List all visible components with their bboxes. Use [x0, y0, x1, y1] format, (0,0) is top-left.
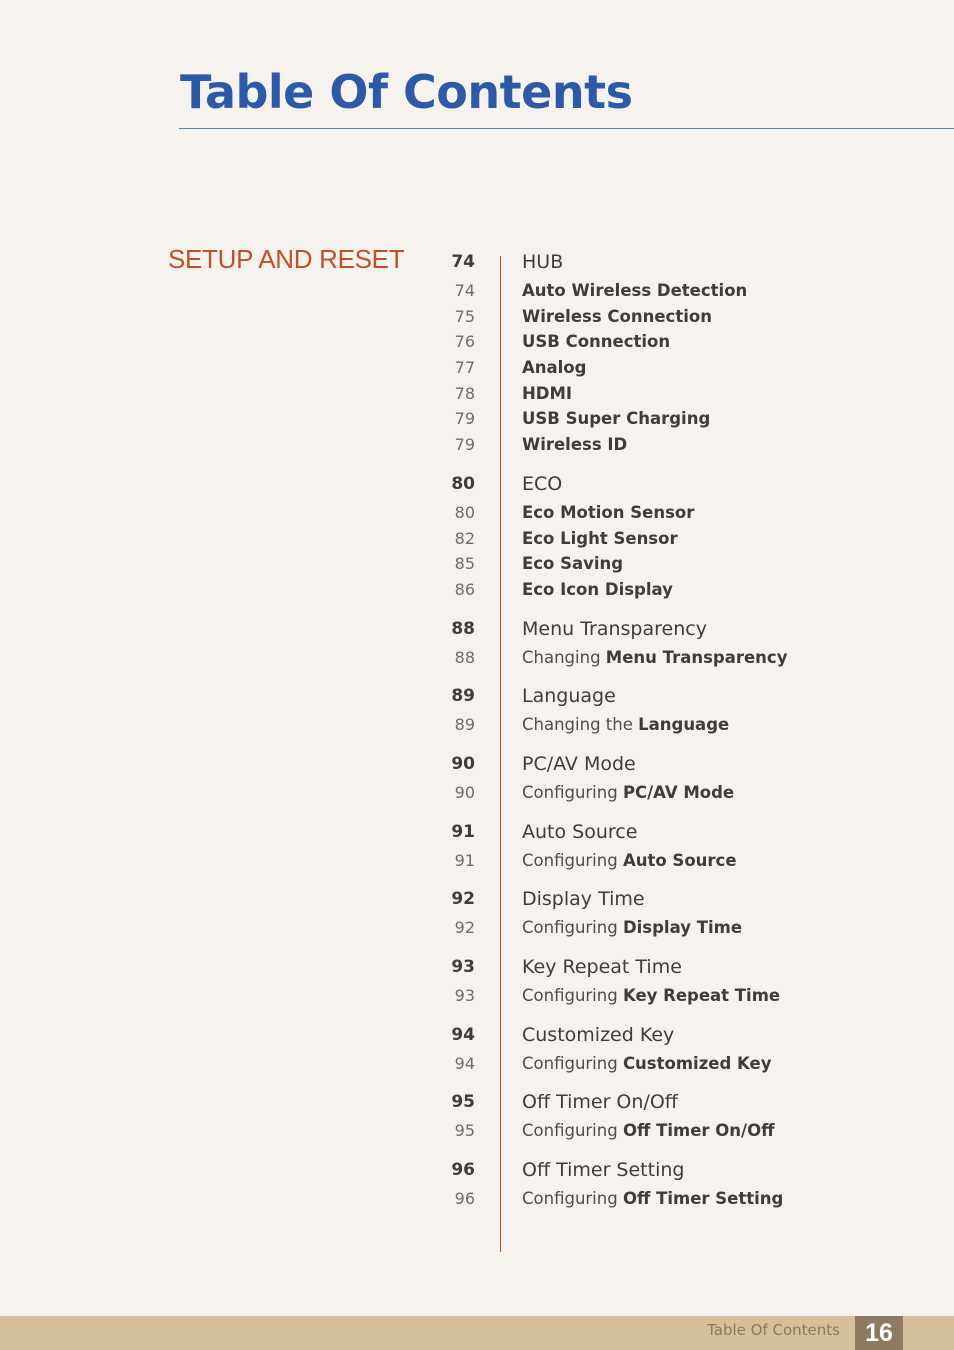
toc-entry-page: 76 [454, 332, 475, 352]
toc-entry-row[interactable] [440, 406, 900, 432]
toc-heading-row[interactable] [440, 472, 900, 500]
toc-entry-page: 89 [454, 715, 475, 735]
toc-heading-page: 96 [451, 1160, 475, 1181]
toc-heading-link[interactable]: HUB [522, 251, 564, 273]
toc-entry-link[interactable] [522, 500, 694, 525]
toc-entry-link[interactable] [522, 526, 678, 551]
toc-heading-link[interactable]: Customized Key [522, 1023, 675, 1046]
toc-heading-page: 94 [451, 1024, 475, 1045]
toc-entry-page: 96 [454, 1189, 475, 1209]
toc-group-gap [440, 806, 900, 820]
toc-heading-row[interactable] [440, 752, 900, 780]
toc-heading-row[interactable] [440, 1158, 900, 1186]
toc-heading-row[interactable] [440, 820, 900, 848]
toc-entry-link[interactable] [522, 1118, 774, 1143]
toc-heading-link[interactable]: Auto Source [522, 820, 638, 843]
toc-heading-link[interactable]: Off Timer On/Off [522, 1091, 678, 1114]
toc-heading-page: 89 [451, 686, 475, 707]
toc-entry-link[interactable] [522, 1186, 783, 1211]
toc-entry-row[interactable] [440, 915, 900, 941]
toc-list [440, 250, 900, 1212]
page-title: Table Of Contents [180, 65, 633, 119]
toc-heading-link[interactable]: ECO [522, 472, 563, 495]
toc-entry-page: 78 [454, 383, 475, 403]
toc-entry-page: 79 [454, 409, 475, 429]
toc-heading-page: 90 [451, 753, 475, 774]
toc-entry-label: Language [638, 715, 730, 735]
toc-entry-prefix: Changing the [522, 715, 639, 735]
toc-entry-link[interactable] [522, 1051, 772, 1076]
toc-entry-row[interactable] [440, 526, 900, 552]
toc-entry-prefix: Configuring [522, 782, 623, 802]
toc-group-gap [440, 670, 900, 684]
toc-entry-link[interactable] [522, 577, 673, 602]
toc-heading-page: 93 [451, 957, 475, 977]
title-divider [179, 128, 954, 129]
toc-entry-label: Off Timer Setting [622, 1189, 784, 1209]
toc-entry-link[interactable] [522, 278, 747, 303]
toc-entry-label: USB Connection [522, 332, 671, 352]
toc-entry-page: 91 [454, 850, 475, 870]
toc-entry-row[interactable] [440, 780, 900, 806]
toc-entry-page: 90 [454, 782, 475, 802]
toc-entry-row[interactable] [440, 432, 900, 458]
toc-entry-prefix: Configuring [522, 850, 623, 870]
toc-entry-row[interactable] [440, 355, 900, 381]
toc-entry-label: HDMI [522, 383, 573, 403]
toc-entry-prefix: Configuring [522, 1121, 623, 1141]
toc-group-gap [440, 1076, 900, 1090]
toc-group-gap [440, 1144, 900, 1158]
section-title: SETUP AND RESET [168, 244, 405, 274]
toc-entry-label: Auto Wireless Detection [522, 281, 748, 300]
toc-heading-row[interactable] [440, 955, 900, 983]
footer-label: Table Of Contents [707, 1321, 840, 1339]
toc-entry-link[interactable] [522, 848, 737, 873]
toc-entry-page: 77 [454, 358, 475, 378]
toc-heading-page: 95 [451, 1092, 475, 1113]
toc-entry-prefix: Configuring [522, 986, 623, 1005]
toc-entry-link[interactable] [522, 712, 729, 737]
toc-entry-page: 92 [454, 918, 475, 938]
toc-entry-row[interactable] [440, 551, 900, 577]
toc-entry-prefix: Changing [522, 647, 606, 667]
toc-entry-link[interactable] [522, 645, 787, 670]
toc-entry-page: 86 [454, 579, 475, 599]
toc-heading-link[interactable]: Display Time [522, 888, 645, 911]
toc-heading-row[interactable] [440, 1090, 900, 1118]
toc-entry-label: Display Time [622, 918, 743, 938]
toc-heading-link[interactable]: Language [522, 685, 616, 708]
toc-heading-link[interactable]: Key Repeat Time [522, 956, 682, 978]
toc-group-gap [440, 941, 900, 955]
toc-entry-page: 88 [454, 647, 475, 667]
toc-entry-page: 82 [454, 528, 475, 548]
toc-heading-page: 92 [451, 889, 475, 910]
toc-entry-page: 85 [454, 554, 475, 574]
toc-entry-row[interactable] [440, 848, 900, 874]
toc-entry-link[interactable] [522, 983, 780, 1008]
toc-entry-page: 74 [454, 281, 475, 300]
toc-entry-page: 75 [454, 306, 475, 326]
toc-entry-row[interactable] [440, 983, 900, 1009]
toc-heading-row[interactable] [440, 1023, 900, 1051]
toc-heading-page: 91 [451, 821, 475, 842]
toc-entry-label: USB Super Charging [522, 409, 711, 429]
toc-entry-label: Analog [522, 358, 587, 378]
toc-entry-link[interactable] [522, 780, 734, 805]
toc-entry-label: Eco Motion Sensor [522, 502, 695, 522]
toc-group-gap [440, 458, 900, 472]
toc-heading-row[interactable] [440, 887, 900, 915]
toc-entry-label: Eco Icon Display [522, 579, 673, 599]
toc-group-gap [440, 1009, 900, 1023]
toc-heading-link[interactable]: PC/AV Mode [522, 752, 636, 775]
toc-entry-page: 80 [454, 502, 475, 522]
toc-group-gap [440, 873, 900, 887]
toc-entry-row[interactable] [440, 278, 900, 304]
toc-entry-row[interactable] [440, 329, 900, 355]
toc-entry-label: Menu Transparency [605, 647, 788, 667]
toc-entry-page: 95 [454, 1121, 475, 1141]
toc-entry-link[interactable] [522, 329, 670, 354]
toc-group-gap [440, 603, 900, 617]
toc-entry-label: PC/AV Mode [622, 782, 735, 802]
toc-entry-row[interactable] [440, 1118, 900, 1144]
toc-entry-label: Auto Source [622, 850, 737, 870]
toc-entry-link[interactable] [522, 551, 623, 576]
toc-heading-row[interactable] [440, 684, 900, 712]
page-number-badge: 16 [855, 1316, 903, 1350]
toc-entry-row[interactable] [440, 304, 900, 330]
toc-entry-label: Customized Key [622, 1053, 772, 1073]
toc-entry-link[interactable] [522, 381, 572, 406]
toc-entry-row[interactable] [440, 1051, 900, 1077]
toc-entry-label: Off Timer On/Off [622, 1121, 775, 1141]
toc-entry-label: Wireless ID [522, 435, 628, 455]
toc-entry-link[interactable] [522, 355, 586, 380]
toc-entry-link[interactable] [522, 432, 627, 457]
toc-heading-row[interactable] [440, 250, 900, 278]
toc-heading-link[interactable]: Menu Transparency [522, 617, 707, 640]
toc-entry-row[interactable] [440, 577, 900, 603]
toc-heading-row[interactable] [440, 617, 900, 645]
toc-heading-link[interactable]: Off Timer Setting [522, 1159, 685, 1182]
toc-entry-link[interactable] [522, 915, 742, 940]
toc-heading-page: 80 [451, 473, 475, 494]
toc-entry-row[interactable] [440, 500, 900, 526]
toc-entry-prefix: Configuring [522, 1189, 623, 1209]
toc-entry-prefix: Configuring [522, 918, 623, 938]
toc-entry-row[interactable] [440, 712, 900, 738]
toc-entry-label: Eco Saving [522, 554, 624, 574]
toc-group-gap [440, 738, 900, 752]
toc-entry-label: Eco Light Sensor [522, 528, 678, 548]
toc-entry-label: Wireless Connection [522, 306, 712, 326]
toc-entry-page: 79 [454, 435, 475, 455]
toc-entry-link[interactable] [522, 406, 710, 431]
toc-entry-page: 94 [454, 1053, 475, 1073]
toc-entry-page: 93 [454, 986, 475, 1005]
toc-entry-row[interactable] [440, 381, 900, 407]
toc-heading-page: 74 [451, 252, 475, 272]
toc-entry-row[interactable] [440, 1186, 900, 1212]
toc-heading-page: 88 [451, 618, 475, 639]
toc-entry-prefix: Configuring [522, 1053, 623, 1073]
toc-entry-row[interactable] [440, 645, 900, 671]
toc-entry-link[interactable] [522, 304, 712, 329]
toc-entry-label: Key Repeat Time [622, 986, 781, 1005]
